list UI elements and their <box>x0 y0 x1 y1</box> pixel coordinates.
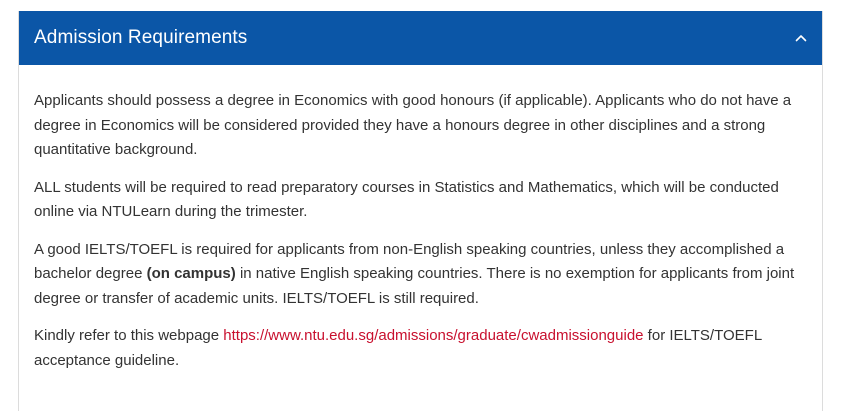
paragraph-webpage-reference <box>34 324 808 373</box>
reference-text-cont: for IELTS/TOEFL acceptance guideline. <box>34 327 762 369</box>
on-campus-emphasis: (on campus) <box>146 265 236 282</box>
paragraph-preparatory-courses: ALL students will be required to read preparatory courses in Statistics and Mathematics, which will be conducted online via NTULearn during the trimester. <box>34 178 779 220</box>
admission-guide-link[interactable]: https://www.ntu.edu.sg/admissions/graduate/cwadmissionguide <box>223 327 644 344</box>
chevron-up-icon[interactable] <box>794 31 808 45</box>
accordion-body <box>19 65 822 373</box>
paragraph-degree-requirement: Applicants should possess a degree in Economics with good honours (if applicable). Applicants who do not have a degree in Economics will be considered provided they have a honours degree in other disciplines and a strong quantitative background. <box>34 92 792 158</box>
admission-requirements-accordion <box>18 11 823 411</box>
reference-text: Kindly refer to this webpage <box>34 327 224 344</box>
english-requirement-text: A good IELTS/TOEFL is required for applicants from non-English speaking countries, unless they accomplished a bachelor degree <box>34 240 785 282</box>
english-requirement-text-cont: in native English speaking countries. There is no exemption for applicants from joint degree or transfer of academic units. IELTS/TOEFL is still required. <box>34 265 795 307</box>
accordion-header[interactable] <box>19 11 822 65</box>
accordion-title: Admission Requirements <box>34 27 248 48</box>
paragraph-english-requirement <box>34 238 808 312</box>
